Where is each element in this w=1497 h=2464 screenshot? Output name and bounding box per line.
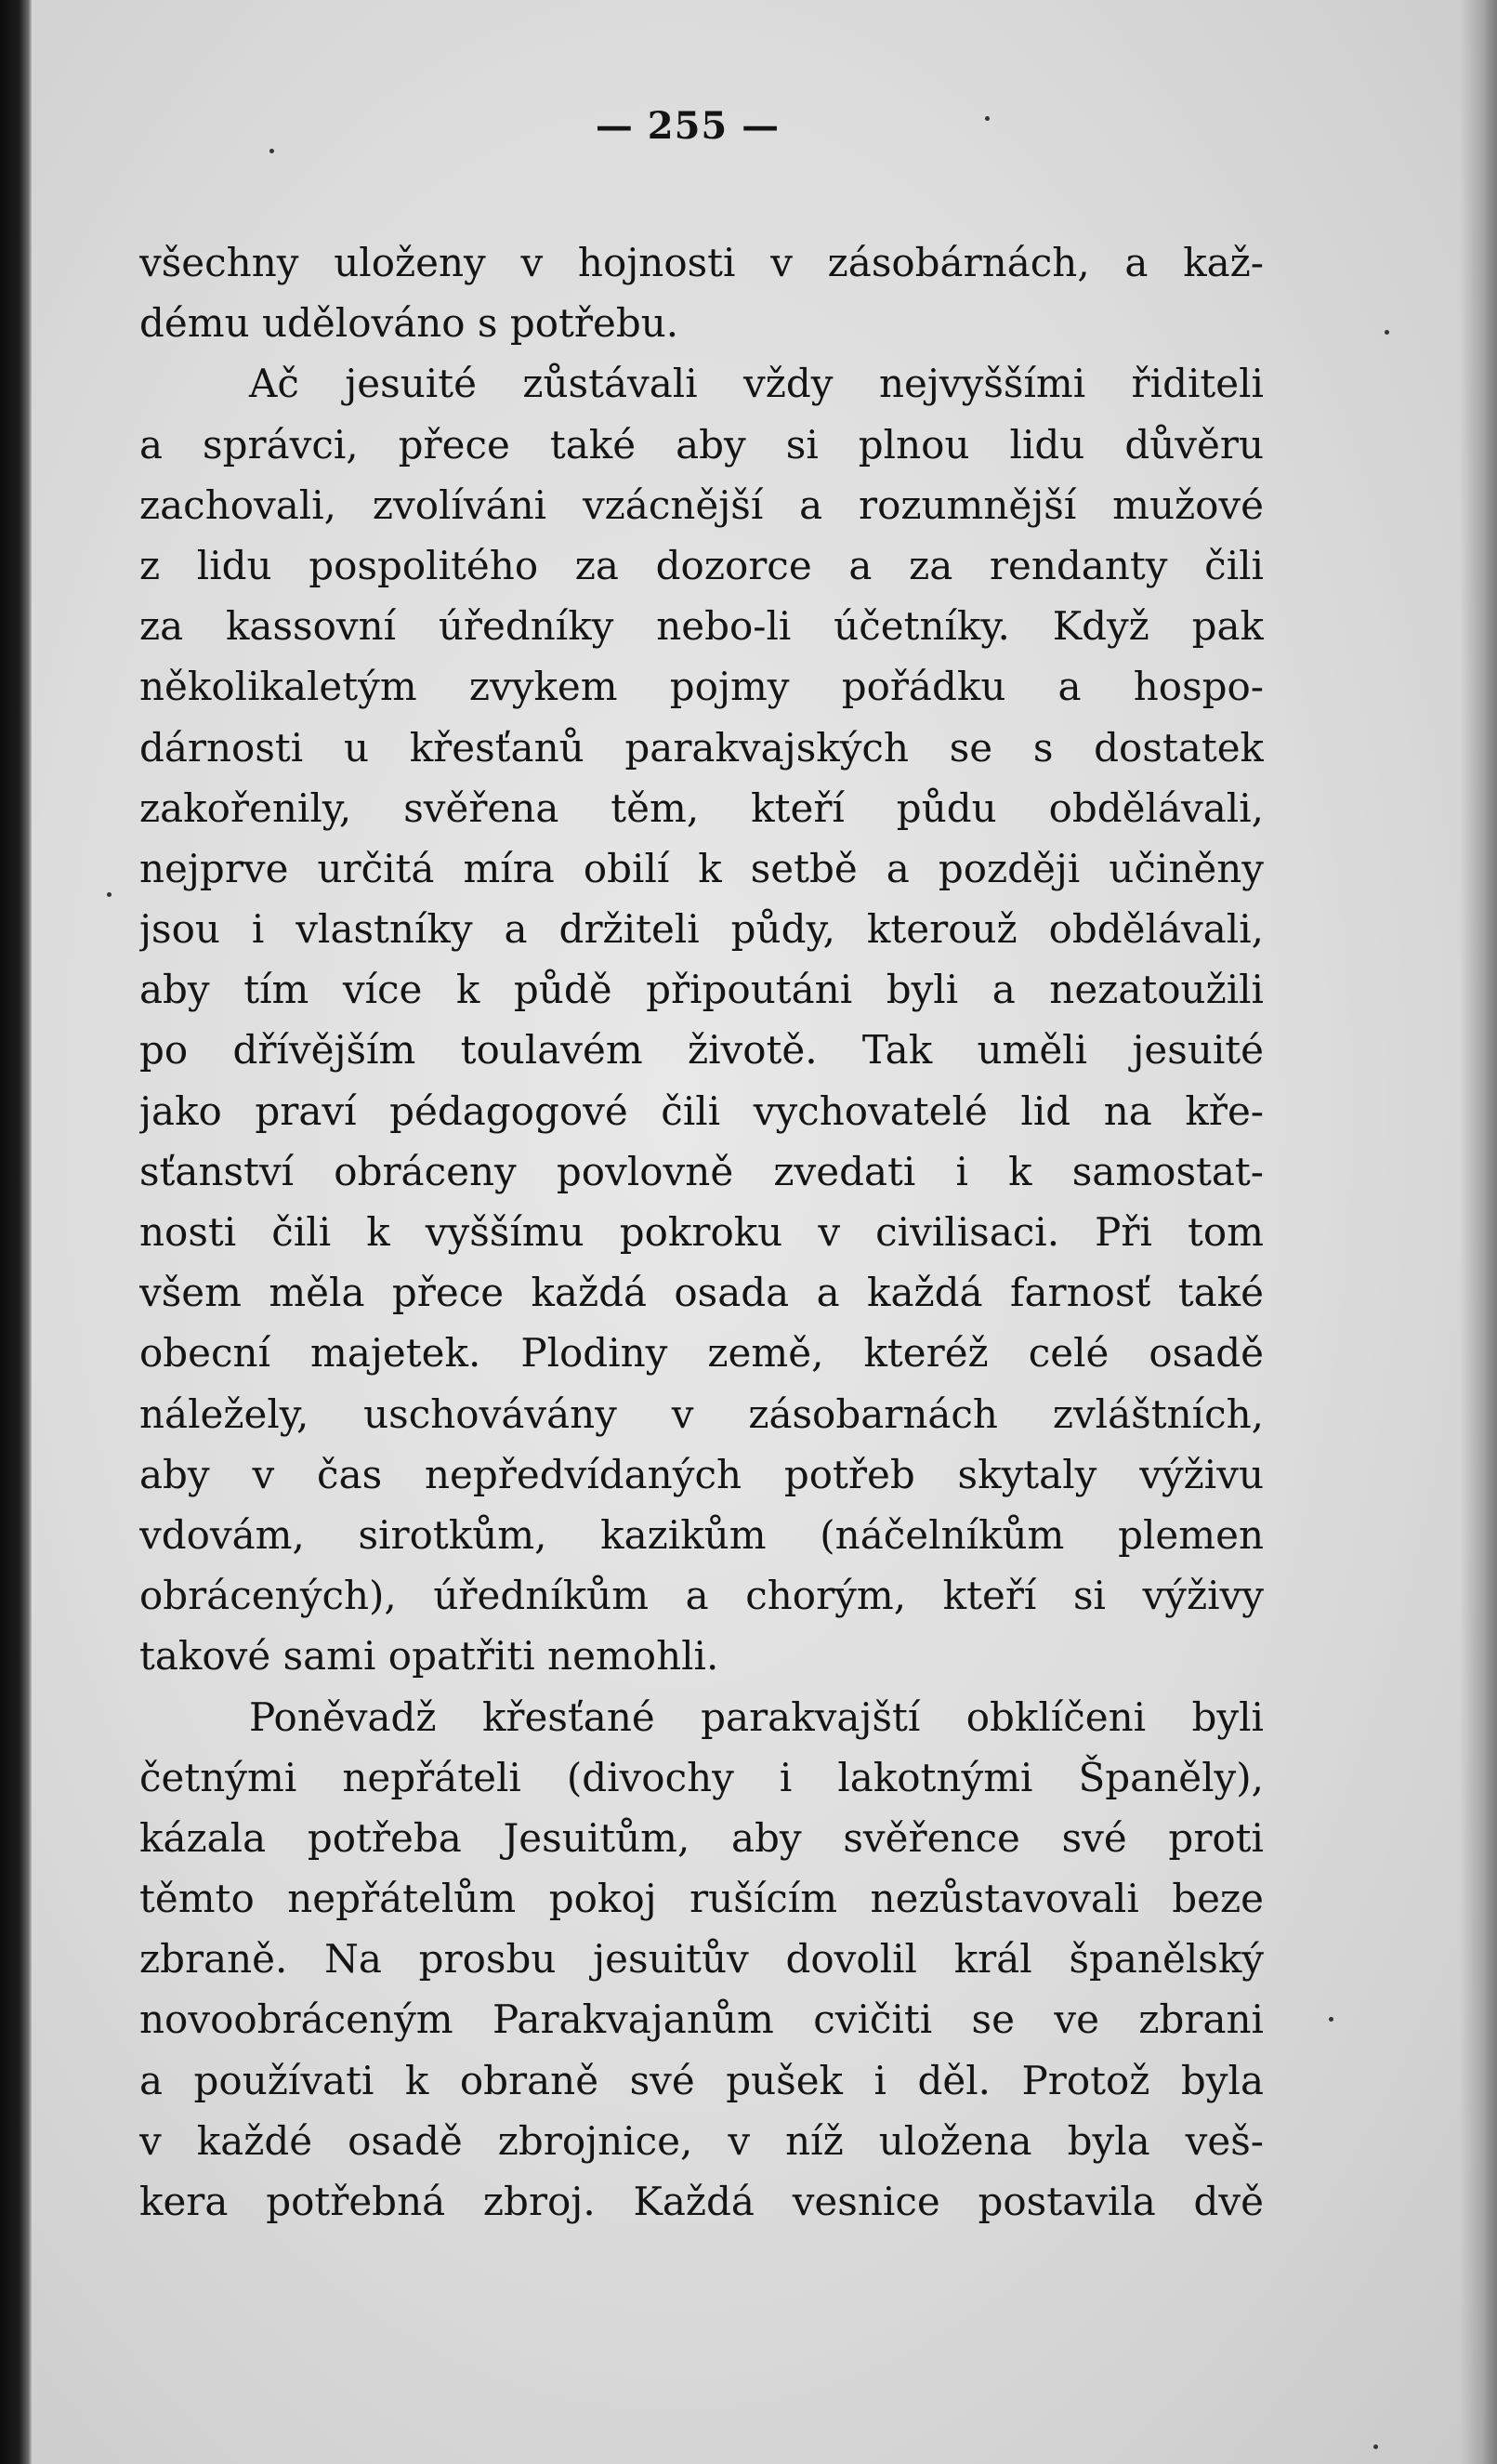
text-line: a správci, přece také aby si plnou lidu důvěru [139, 421, 1264, 468]
text-line: za kassovní úředníky nebo-li účetníky. Když pak [139, 603, 1264, 650]
text-line: aby v čas nepředvídaných potřeb skytaly výživu [139, 1451, 1264, 1497]
text-line: jako praví pédagogové čili vychovatelé lid na kře- [139, 1087, 1264, 1134]
text-line: dárnosti u křesťanů parakvajských se s dostatek [139, 724, 1264, 771]
text-line: jsou i vlastníky a držiteli půdy, kterouž obdělávali, [139, 906, 1264, 953]
text-line: vdovám, sirotkům, kazikům (náčelníkům plemen [139, 1511, 1264, 1558]
text-line: v každé osadě zbrojnice, v níž uložena byla veš- [139, 2117, 1264, 2164]
body-text [139, 232, 1264, 2232]
text-line: a používati k obraně své pušek i děl. Protož byla [139, 2057, 1264, 2103]
text-line: všem měla přece každá osada a každá farnosť také [139, 1270, 1264, 1316]
text-line: po dřívějším toulavém životě. Tak uměli jesuité [139, 1027, 1264, 1074]
print-speck [1373, 2444, 1378, 2449]
text-line: nosti čili k vyššímu pokroku v civilisaci. Při tom [139, 1209, 1264, 1255]
print-speck [1329, 2017, 1333, 2022]
binding-shadow [0, 0, 32, 2464]
text-line: takové sami opatřiti nemohli. [139, 1633, 719, 1680]
text-line: novoobráceným Parakvajanům cvičiti se ve zbrani [139, 1996, 1264, 2043]
text-line: kázala potřeba Jesuitům, aby svěřence své proti [139, 1814, 1264, 1861]
text-line: z lidu pospolitého za dozorce a za rendanty čili [139, 542, 1264, 588]
text-line: aby tím více k půdě připoutáni byli a nezatoužili [139, 967, 1264, 1013]
paragraph-start-line: Ač jesuité zůstávali vždy nejvyššími řiditeli [249, 361, 1264, 407]
text-line: nejprve určitá míra obilí k setbě a později učiněny [139, 845, 1264, 891]
page-edge-shadow [1460, 0, 1497, 2464]
text-line: sťanství obráceny povlovně zvedati i k samostat- [139, 1148, 1264, 1194]
print-speck [269, 149, 274, 153]
text-line: zbraně. Na prosbu jesuitův dovolil král španělský [139, 1936, 1264, 1983]
text-line: obecní majetek. Plodiny země, kteréž celé osadě [139, 1330, 1264, 1377]
paragraph-start-line: Poněvadž křesťané parakvajští obklíčeni byli [249, 1693, 1264, 1740]
text-line: těmto nepřátelům pokoj rušícím nezůstavovali beze [139, 1876, 1264, 1922]
text-line: kera potřebná zbroj. Každá vesnice postavila dvě [139, 2179, 1264, 2224]
text-line: četnými nepřáteli (divochy i lakotnými Španěly), [139, 1754, 1264, 1800]
page-number: — 255 — [595, 104, 781, 148]
print-speck [107, 892, 112, 897]
text-line: několikaletým zvykem pojmy pořádku a hospo- [139, 664, 1264, 710]
text-line: dému udělováno s potřebu. [139, 300, 679, 347]
text-line: náležely, uschovávány v zásobarnách zvláštních, [139, 1390, 1264, 1437]
print-speck [1385, 330, 1389, 335]
text-line: zakořenily, svěřena těm, kteří půdu obdělávali, [139, 784, 1264, 831]
text-line: všechny uloženy v hojnosti v zásobárnách, a kaž- [139, 240, 1264, 285]
text-line: obrácených), úředníkům a chorým, kteří si výživy [139, 1573, 1264, 1619]
text-line: zachovali, zvolíváni vzácnější a rozumnější mužové [139, 481, 1264, 528]
